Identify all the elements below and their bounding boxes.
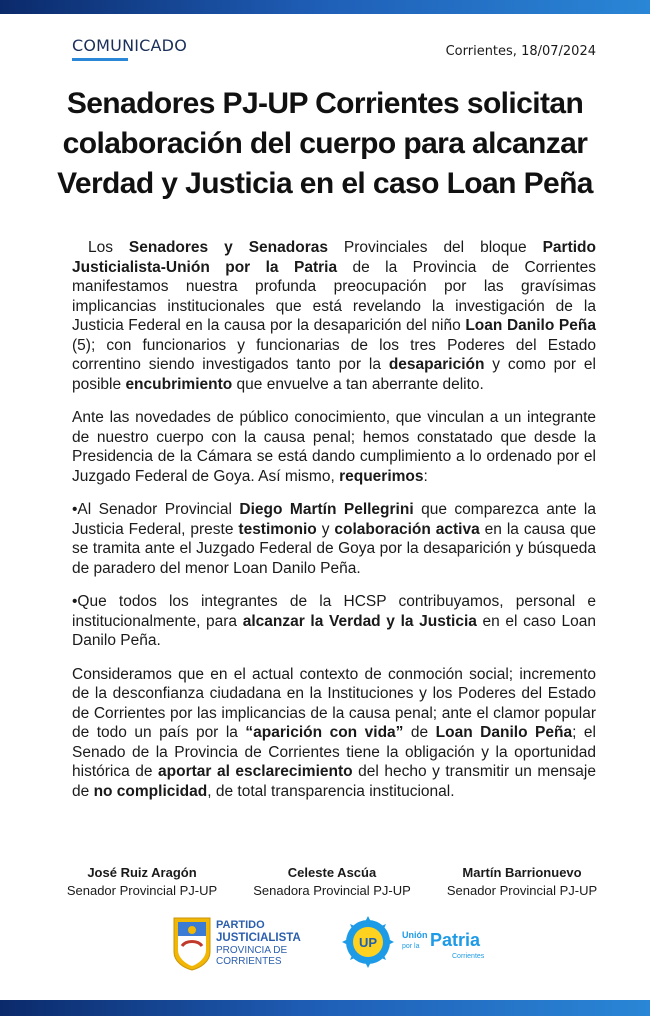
section-label: COMUNICADO: [72, 36, 187, 55]
text-run: en la causa que se tramita ante el Juzgado Federal de Goya por la desaparición y búsqueda de paradero del menor Loan Danilo Peña.: [72, 520, 596, 577]
signatory-role: Senador Provincial PJ-UP: [446, 883, 598, 898]
signature: [242, 864, 422, 900]
text-run: (5); con funcionarios y funcionarias de los tres Poderes del Estado correntino siendo investigados tanto por la: [72, 336, 596, 373]
signatory-role: Senadora Provincial PJ-UP: [253, 883, 411, 898]
signatory-name: Martín Barrionuevo: [462, 865, 582, 880]
text-run: de: [403, 724, 436, 741]
up-logo: [342, 916, 502, 972]
text-run-bold: “aparición con vida”: [245, 724, 404, 741]
section-label-underline: [72, 58, 128, 61]
bottom-accent-bar: [0, 1000, 650, 1016]
text-run-bold: alcanzar la Verdad y la Justicia: [242, 612, 477, 630]
svg-text:PARTIDO: PARTIDO: [216, 919, 265, 931]
svg-text:Corrientes: Corrientes: [452, 953, 485, 960]
pj-logo: [170, 912, 330, 972]
signatory-role: Senador Provincial PJ-UP: [66, 883, 218, 898]
headline-line: Verdad y Justicia en el caso Loan Peña: [57, 167, 593, 200]
text-run-bold: encubrimiento: [125, 375, 233, 393]
text-run-bold: Loan Danilo Peña: [435, 724, 573, 741]
headline-line: Senadores PJ-UP Corrientes solicitan: [66, 87, 584, 120]
text-run-bold: testimonio: [238, 520, 317, 538]
paragraph-4: [72, 592, 596, 651]
text-run: •Al Senador Provincial: [72, 501, 240, 518]
text-run: y como por el posible: [72, 356, 596, 393]
signature: [432, 864, 612, 900]
text-run-bold: Senadores y Senadoras: [128, 239, 328, 256]
text-run-bold: no complicidad: [93, 782, 208, 800]
svg-text:JUSTICIALISTA: JUSTICIALISTA: [216, 932, 301, 944]
text-run: en el caso Loan Danilo Peña.: [72, 612, 596, 649]
text-run: que comparezca ante la Justicia Federal, preste: [72, 501, 596, 538]
text-run: Provinciales del bloque: [327, 239, 543, 256]
headline-line: colaboración del cuerpo para alcanzar: [62, 127, 588, 160]
text-run-bold: aportar al esclarecimiento: [158, 763, 353, 780]
text-run: Los: [87, 239, 129, 256]
headline: [40, 84, 610, 204]
svg-text:Unión: Unión: [402, 930, 428, 940]
text-run: de la Provincia de Corrientes manifestamos nuestra profunda preocupación por las gravísimas implicancias institucionales que está revelando la investigación de la Justicia Federal en la causa por la desaparición del niño: [72, 258, 596, 334]
signature-block: [52, 864, 612, 900]
text-run-bold: colaboración activa: [334, 520, 480, 538]
text-run: ; el Senado de la Provincia de Corrientes tiene la obligación y la oportunidad histórica de: [72, 724, 596, 780]
pj-shield-icon: [174, 918, 210, 970]
up-sun-icon: [342, 916, 394, 968]
svg-text:UP: UP: [358, 935, 378, 950]
paragraph-3: [72, 500, 596, 578]
logos-row: [170, 912, 500, 972]
text-run-bold: Loan Danilo Peña: [465, 317, 596, 334]
text-run: •Que todos los integrantes de la HCSP contribuyamos, personal e institucionalmente, para: [72, 593, 596, 630]
text-run: Ante las novedades de público conocimiento, que vinculan a un integrante de nuestro cuerpo con la causa penal; hemos constatado que desde la Presidencia de la Cámara se está dando cumplimiento a lo ordenado por el Juzgado Federal de Goya. Así mismo,: [72, 409, 596, 485]
text-run-bold: Diego Martín Pellegrini: [239, 501, 414, 518]
signature: [52, 864, 232, 900]
press-release-body: [72, 238, 596, 815]
top-accent-bar: [0, 0, 650, 14]
text-run-bold: Partido Justicialista-Unión por la Patria: [72, 239, 596, 276]
signatory-name: José Ruiz Aragón: [87, 865, 197, 880]
paragraph-1: [72, 238, 596, 394]
paragraph-2: [72, 408, 596, 486]
svg-text:por la: por la: [402, 943, 420, 950]
text-run: que envuelve a tan aberrante delito.: [232, 375, 484, 393]
paragraph-5: [72, 665, 596, 802]
svg-text:CORRIENTES: CORRIENTES: [216, 956, 282, 967]
dateline: Corrientes, 18/07/2024: [445, 44, 596, 59]
svg-text:Patria: Patria: [430, 930, 481, 950]
svg-text:PROVINCIA DE: PROVINCIA DE: [216, 945, 288, 956]
text-run: , de total transparencia institucional.: [207, 782, 455, 800]
text-run-bold: desaparición: [388, 356, 485, 373]
text-run-bold: requerimos: [339, 467, 424, 485]
text-run: Consideramos que en el actual contexto de conmoción social; incremento de la desconfianza ciudadana en la Instituciones y los Poderes del Estado de Corrientes por las implicancias de la causa penal; ante el clamor popular de todo un país por la: [72, 665, 596, 741]
signatory-name: Celeste Ascúa: [287, 865, 377, 880]
text-run: :: [423, 467, 428, 485]
text-run: del hecho y transmitir un mensaje de: [72, 763, 596, 800]
text-run: y: [316, 520, 335, 538]
